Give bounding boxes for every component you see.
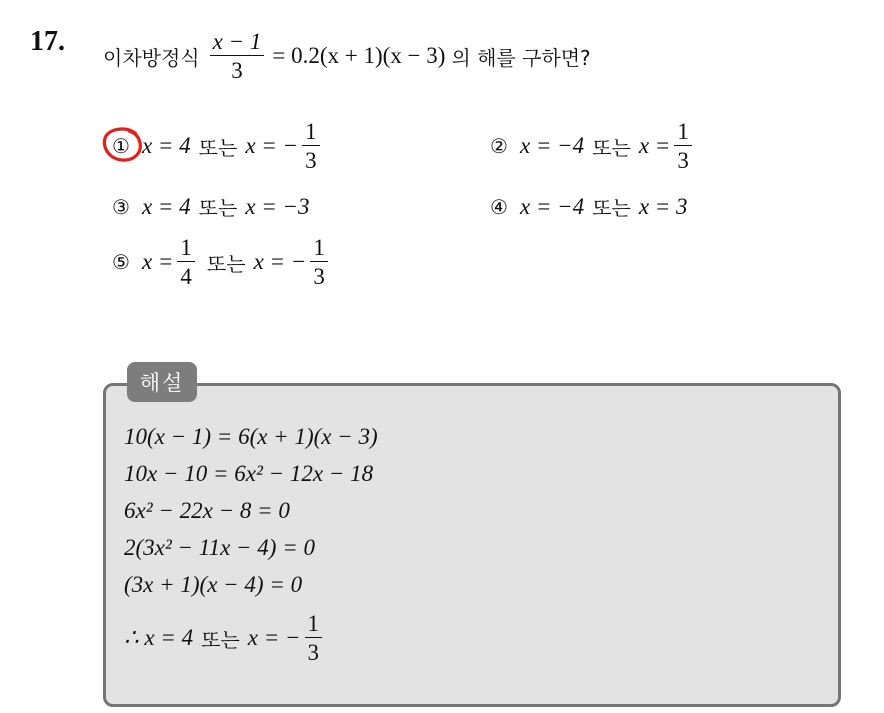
- explanation-line-3: 6x² − 22x − 8 = 0: [124, 498, 290, 523]
- choice-5-fraction-b: [310, 236, 328, 288]
- explanation-line-1: 10(x − 1) = 6(x + 1)(x − 3): [124, 424, 378, 449]
- choice-2-fraction: [674, 120, 692, 172]
- explanation-line-5: (3x + 1)(x − 4) = 0: [124, 572, 303, 597]
- conclusion-text-a: ∴ x = 4: [124, 625, 194, 650]
- explanation-line-4: 2(3x² − 11x − 4) = 0: [124, 535, 315, 560]
- choice-4-text-b: x = 3: [638, 193, 688, 219]
- choice-1-frac-num: 1: [302, 120, 320, 146]
- choice-1-fraction: [302, 120, 320, 172]
- explanation-tag: 해설: [127, 362, 197, 402]
- choice-5-frac-num: 1: [310, 236, 328, 262]
- choice-2-frac-den: 3: [677, 148, 689, 173]
- choice-1-text-a: x = 4: [141, 133, 191, 158]
- choice-2-text-a: x = −4: [519, 133, 585, 158]
- explanation-line-2: 10x − 10 = 6x² − 12x − 18: [124, 461, 374, 486]
- choice-2-frac-num: 1: [674, 120, 692, 146]
- conclusion-fraction: [305, 612, 323, 664]
- explanation-conclusion: [124, 612, 326, 664]
- choice-5-frac-a-den: 4: [180, 264, 192, 289]
- conclusion-frac-den: 3: [307, 640, 320, 665]
- choice-5-text-b: x = −: [253, 249, 307, 274]
- conclusion-or: 또는: [201, 627, 240, 652]
- choice-4[interactable]: [490, 192, 688, 221]
- choice-5-text-a: x =: [141, 249, 174, 274]
- choice-1-or: 또는: [198, 135, 238, 160]
- fraction-numerator: x − 1: [210, 30, 265, 56]
- question-fraction: [210, 30, 265, 82]
- choice-1-marker: ①: [112, 134, 130, 158]
- conclusion-frac-num: 1: [305, 612, 323, 638]
- fraction-denominator: 3: [231, 58, 243, 83]
- choice-4-marker: ④: [490, 194, 508, 219]
- choice-2[interactable]: [490, 120, 696, 172]
- choice-5-frac-a-num: 1: [177, 236, 195, 262]
- choice-4-or: 또는: [592, 196, 631, 220]
- question-text: [103, 30, 591, 82]
- question-number: 17.: [30, 26, 65, 57]
- conclusion-text-b: x = −: [247, 625, 301, 650]
- question-prefix: 이차방정식: [103, 45, 200, 70]
- choice-2-text-b: x =: [638, 133, 671, 158]
- choice-3-text-a: x = 4: [141, 193, 191, 219]
- choice-3-or: 또는: [198, 196, 238, 220]
- choice-3[interactable]: [112, 192, 310, 221]
- choice-5-or: 또는: [206, 251, 246, 276]
- question-suffix: 의 해를 구하면?: [451, 45, 591, 70]
- choice-1-text-b: x = −: [245, 133, 299, 158]
- choice-1-frac-den: 3: [305, 148, 317, 173]
- choice-5[interactable]: [112, 236, 332, 288]
- choice-4-text-a: x = −4: [519, 193, 585, 219]
- question-rhs: = 0.2(x + 1)(x − 3): [272, 43, 446, 68]
- choice-5-fraction-a: [177, 236, 195, 288]
- choice-3-text-b: x = −3: [245, 193, 310, 219]
- choice-5-marker: ⑤: [112, 250, 130, 274]
- choice-5-frac-den: 3: [313, 264, 325, 289]
- choice-3-marker: ③: [112, 194, 130, 219]
- choice-2-or: 또는: [592, 135, 631, 160]
- choice-2-marker: ②: [490, 134, 508, 158]
- choice-1[interactable]: [112, 120, 324, 172]
